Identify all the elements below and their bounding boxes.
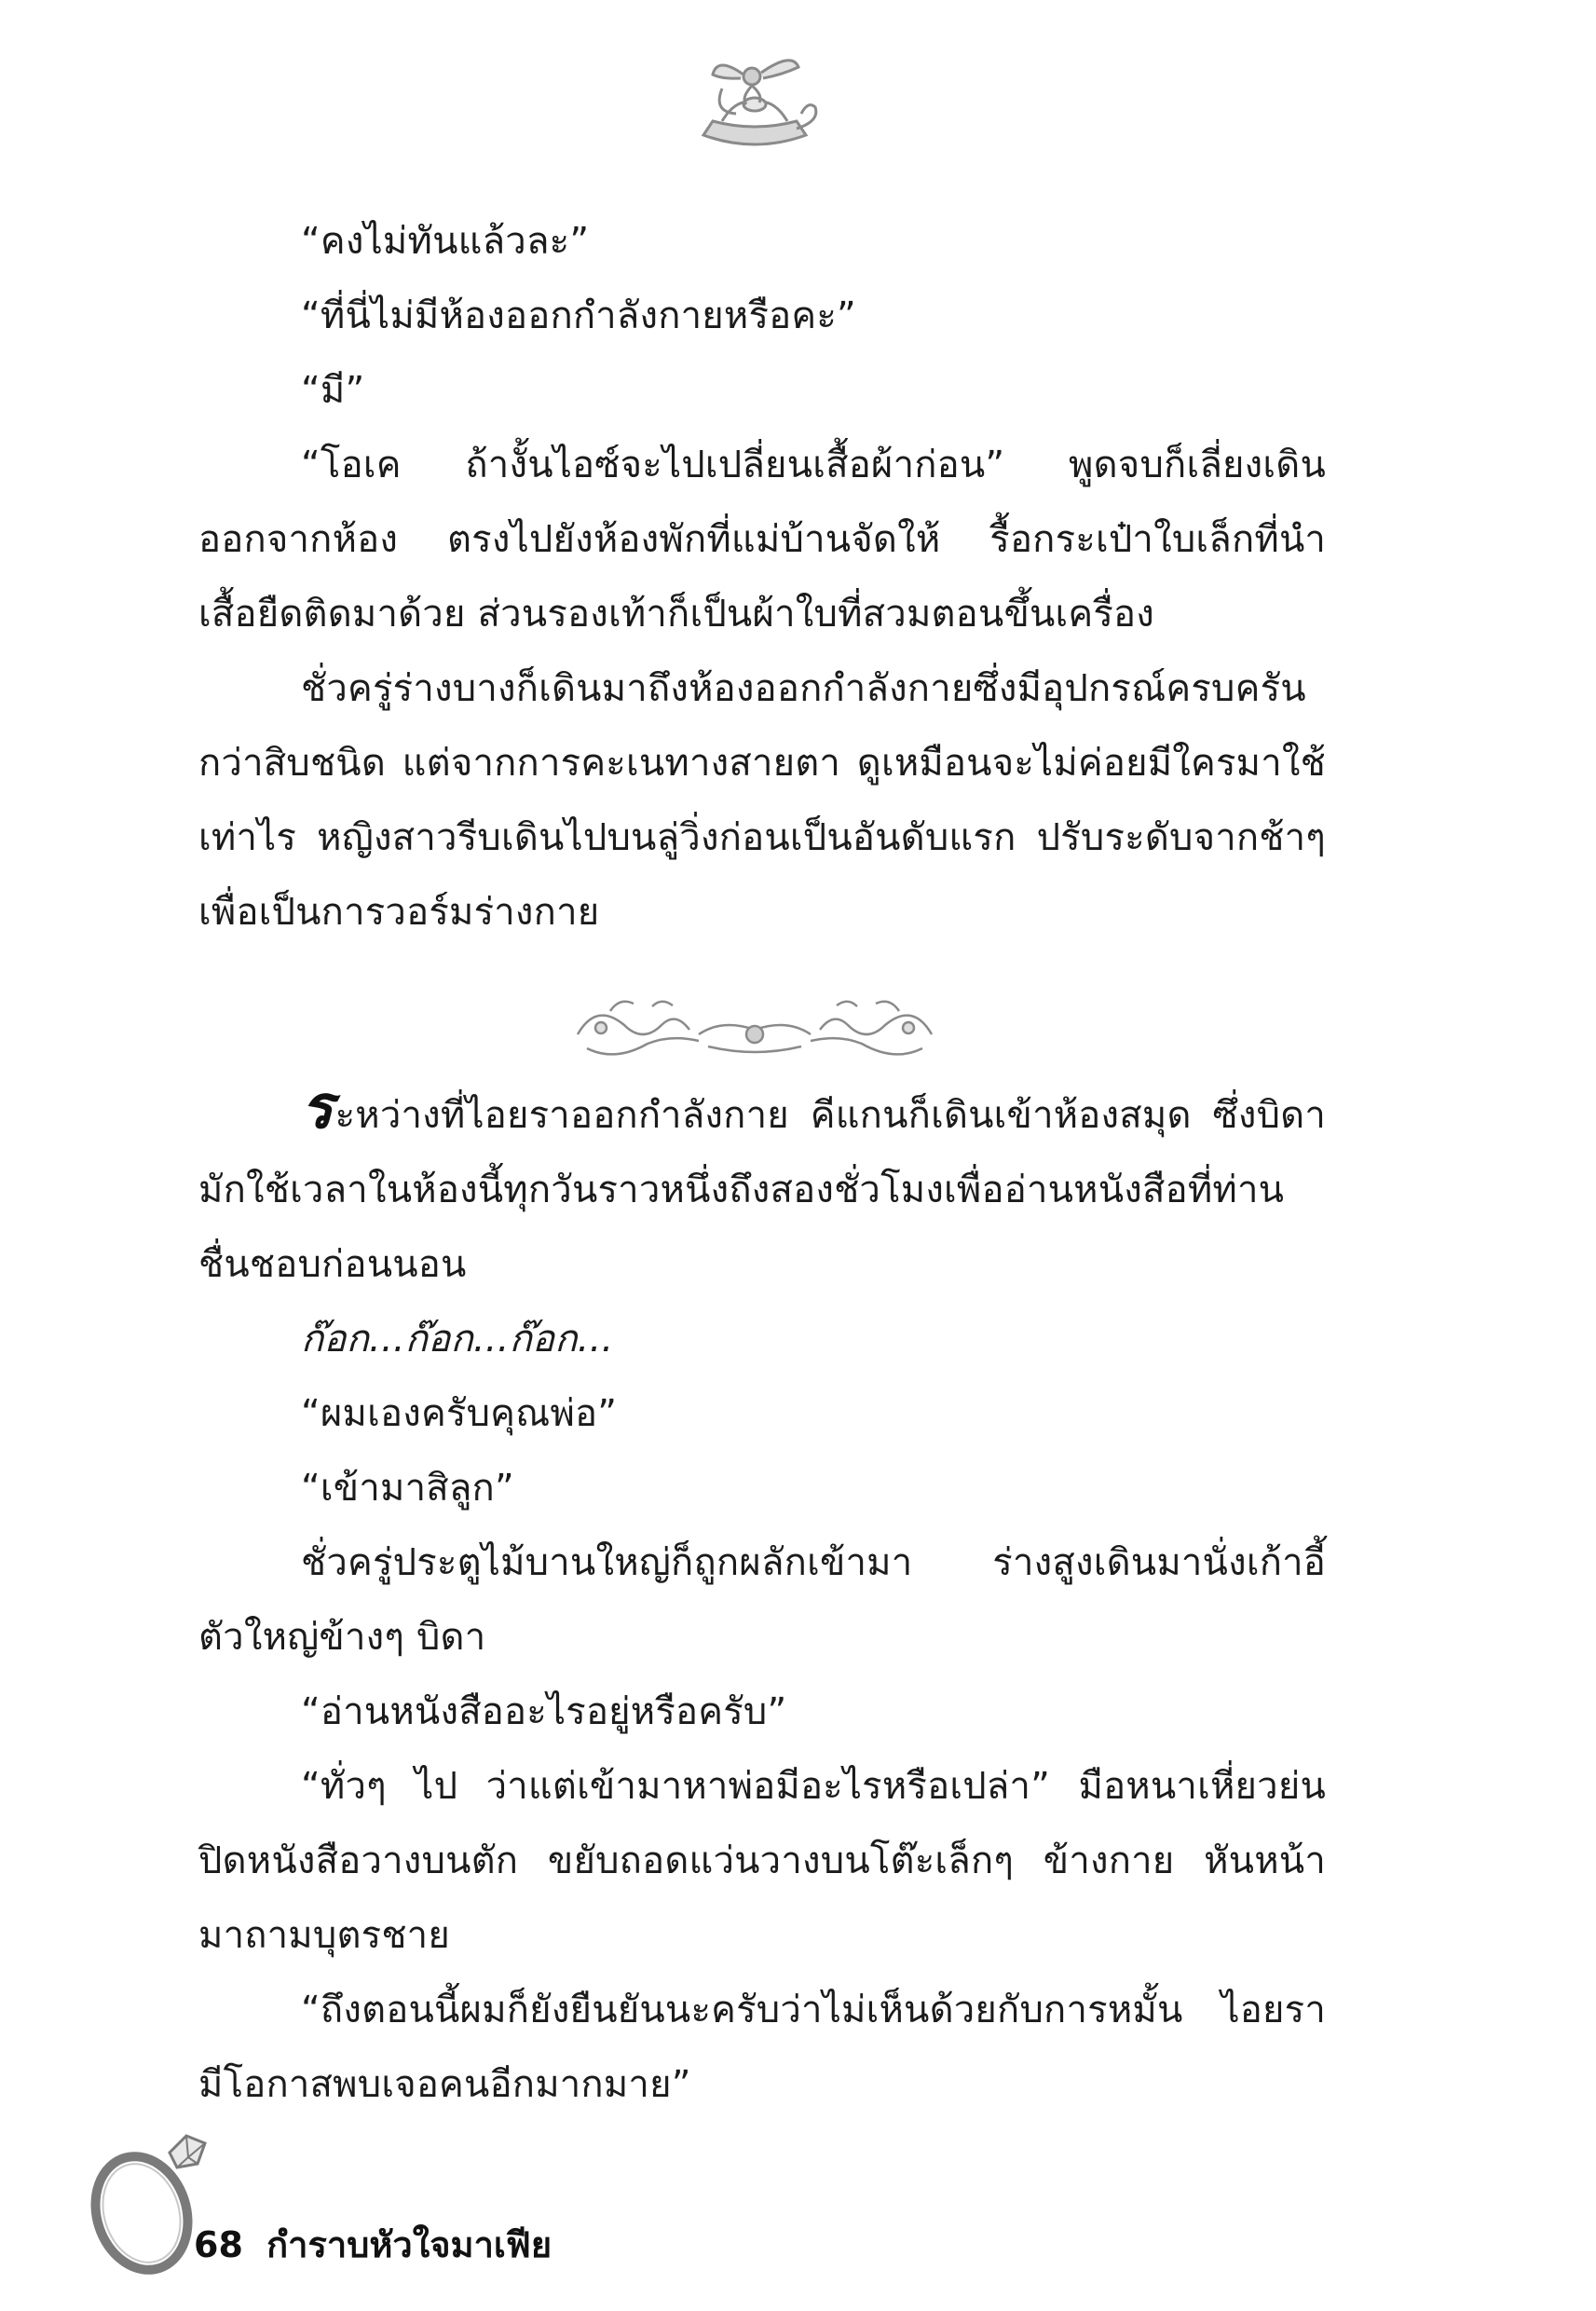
cupid-genie-lamp-icon bbox=[685, 47, 825, 158]
page-folio bbox=[194, 2216, 552, 2273]
page-footer bbox=[56, 2115, 801, 2283]
paragraph-line: ชั่วครู่ประตูไม้บานใหญ่ก็ถูกผลักเข้ามา ร่างสูงเดินมานั่งเก้าอี้ bbox=[301, 1541, 1326, 1584]
first-line-rest: ะหว่างที่ไอยราออกกำลังกาย คีแกนก็เดินเข้าห้องสมุด ซึ่งบิดา bbox=[334, 1094, 1326, 1137]
knock-sound-line: ก๊อก...ก๊อก...ก๊อก... bbox=[301, 1318, 614, 1361]
paragraph-line: ออกจากห้อง ตรงไปยังห้องพักที่แม่บ้านจัดให้ รื้อกระเป๋าใบเล็กที่นำ bbox=[198, 518, 1326, 561]
dialogue-line: “มี” bbox=[301, 369, 365, 412]
text-block-bottom bbox=[198, 1073, 1326, 2132]
paragraph-line: มาถามบุตรชาย bbox=[198, 1914, 450, 1957]
dialogue-line: “เข้ามาสิลูก” bbox=[301, 1467, 514, 1510]
paragraph-first-line bbox=[198, 1073, 1326, 1163]
paragraph-line: ตัวใหญ่ข้างๆ บิดา bbox=[198, 1616, 486, 1659]
floral-scroll-divider-icon bbox=[559, 983, 950, 1072]
dialogue-line: “ผมเองครับคุณพ่อ” bbox=[301, 1392, 618, 1435]
paragraph-line: ชื่นชอบก่อนนอน bbox=[198, 1243, 467, 1286]
paragraph-line: มักใช้เวลาในห้องนี้ทุกวันราวหนึ่งถึงสองชั่วโมงเพื่ออ่านหนังสือที่ท่าน bbox=[198, 1169, 1285, 1211]
paragraph-line: ชั่วครู่ร่างบางก็เดินมาถึงห้องออกกำลังกายซึ่งมีอุปกรณ์ครบครัน bbox=[301, 667, 1306, 710]
paragraph-line: ปิดหนังสือวางบนตัก ขยับถอดแว่นวางบนโต๊ะเล็กๆ ข้างกาย หันหน้า bbox=[198, 1839, 1326, 1882]
page-number: 68 bbox=[194, 2224, 243, 2265]
text-block-top bbox=[198, 214, 1326, 960]
dialogue-line: “ที่นี่ไม่มีห้องออกกำลังกายหรือคะ” bbox=[301, 294, 856, 337]
paragraph-line: “ถึงตอนนี้ผมก็ยังยืนยันนะครับว่าไม่เห็นด้วยกับการหมั้น ไอยรา bbox=[301, 1989, 1326, 2031]
paragraph-line: มีโอกาสพบเจอคนอีกมากมาย” bbox=[198, 2063, 691, 2106]
paragraph-line: เพื่อเป็นการวอร์มร่างกาย bbox=[198, 891, 600, 934]
drop-cap: ร bbox=[301, 1073, 334, 1142]
dialogue-line: “คงไม่ทันแล้วละ” bbox=[301, 220, 590, 263]
dialogue-line: “อ่านหนังสืออะไรอยู่หรือครับ” bbox=[301, 1690, 787, 1733]
paragraph-line: กว่าสิบชนิด แต่จากการคะเนทางสายตา ดูเหมือนจะไม่ค่อยมีใครมาใช้ bbox=[198, 742, 1326, 785]
paragraph-line: “โอเค ถ้างั้นไอซ์จะไปเปลี่ยนเสื้อผ้าก่อน” พูดจบก็เลี่ยงเดิน bbox=[301, 444, 1326, 486]
paragraph-line: เท่าไร หญิงสาวรีบเดินไปบนลู่วิ่งก่อนเป็นอันดับแรก ปรับระดับจากช้าๆ bbox=[198, 816, 1326, 859]
paragraph-line: เสื้อยืดติดมาด้วย ส่วนรองเท้าก็เป็นผ้าใบที่สวมตอนขึ้นเครื่อง bbox=[198, 593, 1155, 636]
book-title: กำราบหัวใจมาเฟีย bbox=[266, 2224, 552, 2265]
paragraph-line: “ทั่วๆ ไป ว่าแต่เข้ามาหาพ่อมีอะไรหรือเปล่า” มือหนาเหี่ยวย่น bbox=[301, 1765, 1326, 1808]
